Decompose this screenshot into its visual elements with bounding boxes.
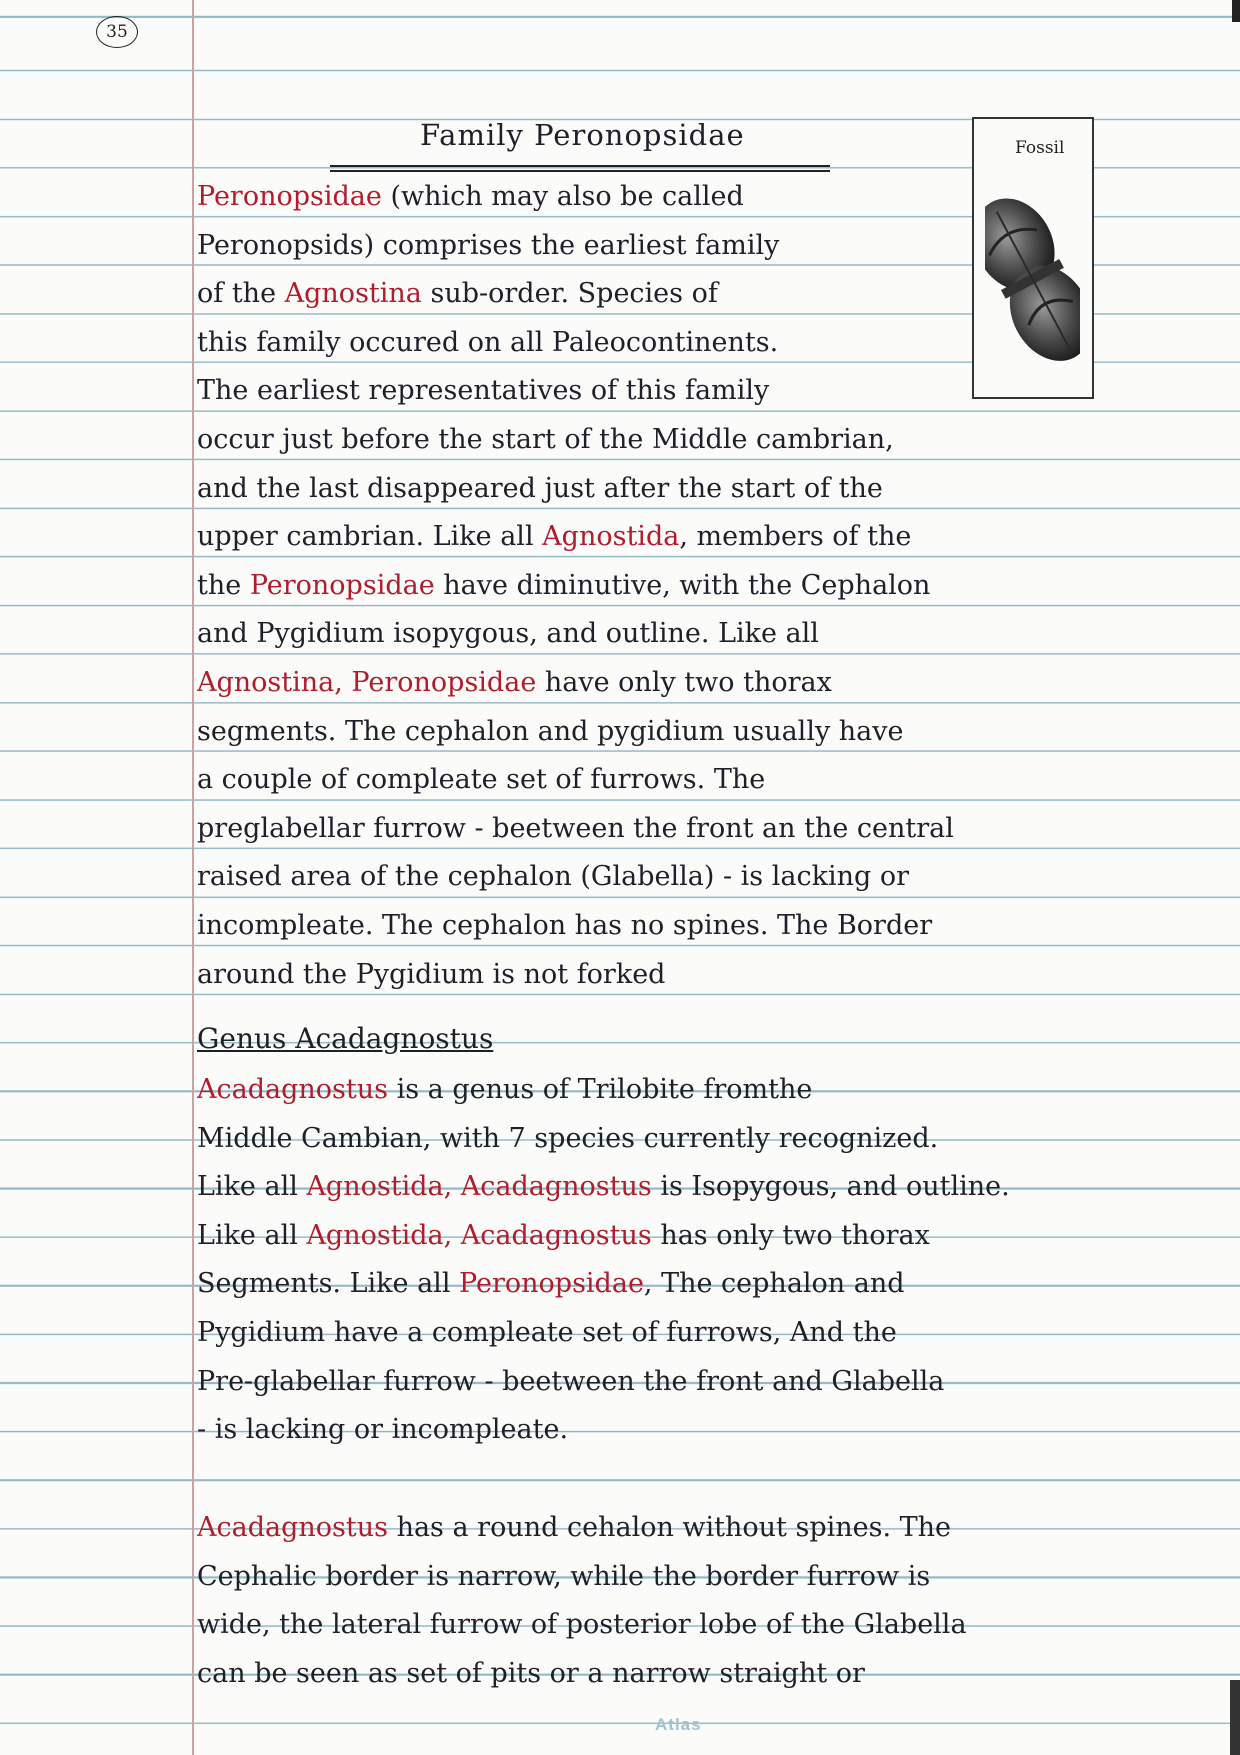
text-line xyxy=(197,1650,967,1699)
text-line xyxy=(197,513,954,562)
ink-text: - is lacking or incompleate. xyxy=(197,1414,569,1446)
ink-text: Pygidium have a compleate set of furrows, And the xyxy=(197,1316,897,1348)
text-line xyxy=(197,756,954,805)
ink-text: Peronopsids) comprises the earliest family xyxy=(197,229,780,261)
text-line xyxy=(197,708,954,757)
ink-text: occur just before the start of the Middle cambrian, xyxy=(197,423,894,455)
ink-text: and the last disappeared just after the start of the xyxy=(197,472,883,504)
ink-text: The earliest representatives of this family xyxy=(197,375,770,407)
text-line xyxy=(197,367,954,416)
ink-text: and Pygidium isopygous, and outline. Like all xyxy=(197,618,819,650)
text-line xyxy=(197,1406,1010,1455)
ink-text: Cephalic border is narrow, while the border furrow is xyxy=(197,1560,931,1592)
ink-text: incompleate. The cephalon has no spines. The Border xyxy=(197,909,933,941)
text-line xyxy=(197,1309,1010,1358)
ink-text: is a genus of Trilobite fromthe xyxy=(387,1074,813,1105)
ink-text: , The cephalon and xyxy=(643,1268,905,1300)
page-edge-mark xyxy=(1232,0,1240,22)
margin-line xyxy=(192,0,194,1755)
genus-heading: Genus Acadagnostus xyxy=(197,1022,494,1055)
ink-text: Middle Cambian, with 7 species currently recognized. xyxy=(197,1122,939,1154)
red-ink-term: Agnostida, Acadagnostus xyxy=(306,1219,652,1251)
footer-brand: Atlas xyxy=(655,1715,702,1734)
ink-text: can be seen as set of pits or a narrow straight or xyxy=(197,1657,865,1689)
text-line xyxy=(197,1358,1010,1407)
page-edge-mark-bottom xyxy=(1230,1680,1240,1755)
ink-text: wide, the lateral furrow of posterior lobe of the Glabella xyxy=(197,1609,967,1641)
fossil-label: Fossil xyxy=(1015,138,1065,158)
ink-text: has a round cehalon without spines. The xyxy=(387,1512,952,1543)
page-title: Family Peronopsidae xyxy=(420,118,745,152)
ink-text: of the xyxy=(197,278,285,310)
ink-text: a couple of compleate set of furrows. The xyxy=(197,764,766,796)
red-ink-term: Agnostina xyxy=(284,278,422,310)
title-underline xyxy=(330,165,830,167)
ink-text: sub-order. Species of xyxy=(421,278,718,310)
ink-text: has only two thorax xyxy=(651,1219,930,1251)
ink-text: Like all xyxy=(197,1171,307,1203)
red-ink-term: Acadagnostus xyxy=(197,1512,388,1543)
text-line xyxy=(197,416,954,465)
text-line xyxy=(197,951,954,1000)
section-peronopsidae-text xyxy=(197,173,954,999)
red-ink-term: Agnostida, Acadagnostus xyxy=(306,1171,652,1203)
page-number: 35 xyxy=(96,16,138,48)
red-ink-term: Agnostina, Peronopsidae xyxy=(197,666,537,698)
ink-text: is Isopygous, and outline. xyxy=(651,1171,1010,1203)
text-line xyxy=(197,1066,1010,1115)
ink-text: around the Pygidium is not forked xyxy=(197,958,666,990)
title-underline-double xyxy=(330,170,830,172)
text-line xyxy=(197,562,954,611)
ink-text: raised area of the cephalon (Glabella) - is lacking or xyxy=(197,861,909,893)
text-line xyxy=(197,853,954,902)
text-line xyxy=(197,1163,1010,1212)
text-line xyxy=(197,659,954,708)
text-line xyxy=(197,1504,967,1553)
red-ink-term: Peronopsidae xyxy=(249,569,435,601)
ink-text: Like all xyxy=(197,1219,307,1251)
ink-text: have only two thorax xyxy=(536,666,832,698)
trilobite-fossil-icon xyxy=(985,178,1080,378)
text-line xyxy=(197,1260,1010,1309)
text-line xyxy=(197,902,954,951)
section-acadagnostus-text xyxy=(197,1066,1010,1455)
ink-text: Pre-glabellar furrow - beetween the front and Glabella xyxy=(197,1365,945,1397)
text-line xyxy=(197,610,954,659)
text-line xyxy=(197,805,954,854)
text-line xyxy=(197,270,954,319)
ink-text: this family occured on all Paleocontinents. xyxy=(197,326,779,358)
red-ink-term: Peronopsidae xyxy=(197,181,382,212)
text-line xyxy=(197,222,954,271)
ink-text: Segments. Like all xyxy=(197,1268,460,1300)
red-ink-term: Acadagnostus xyxy=(197,1074,388,1105)
red-ink-term: Peronopsidae xyxy=(459,1268,644,1300)
text-line xyxy=(197,173,954,222)
text-line xyxy=(197,1212,1010,1261)
ink-text: (which may also be called xyxy=(381,181,744,212)
ink-text: segments. The cephalon and pygidium usually have xyxy=(197,715,904,747)
text-line xyxy=(197,1601,967,1650)
ink-text: , members of the xyxy=(679,521,912,553)
text-line xyxy=(197,465,954,514)
text-line xyxy=(197,1115,1010,1164)
text-line xyxy=(197,319,954,368)
ink-text: have diminutive, with the Cephalon xyxy=(434,569,931,601)
ink-text: the xyxy=(197,569,250,601)
red-ink-term: Agnostida xyxy=(542,521,680,553)
ink-text: upper cambrian. Like all xyxy=(197,521,543,553)
text-line xyxy=(197,1553,967,1602)
section-acadagnostus-description xyxy=(197,1504,967,1698)
ink-text: preglabellar furrow - beetween the front an the central xyxy=(197,812,954,844)
